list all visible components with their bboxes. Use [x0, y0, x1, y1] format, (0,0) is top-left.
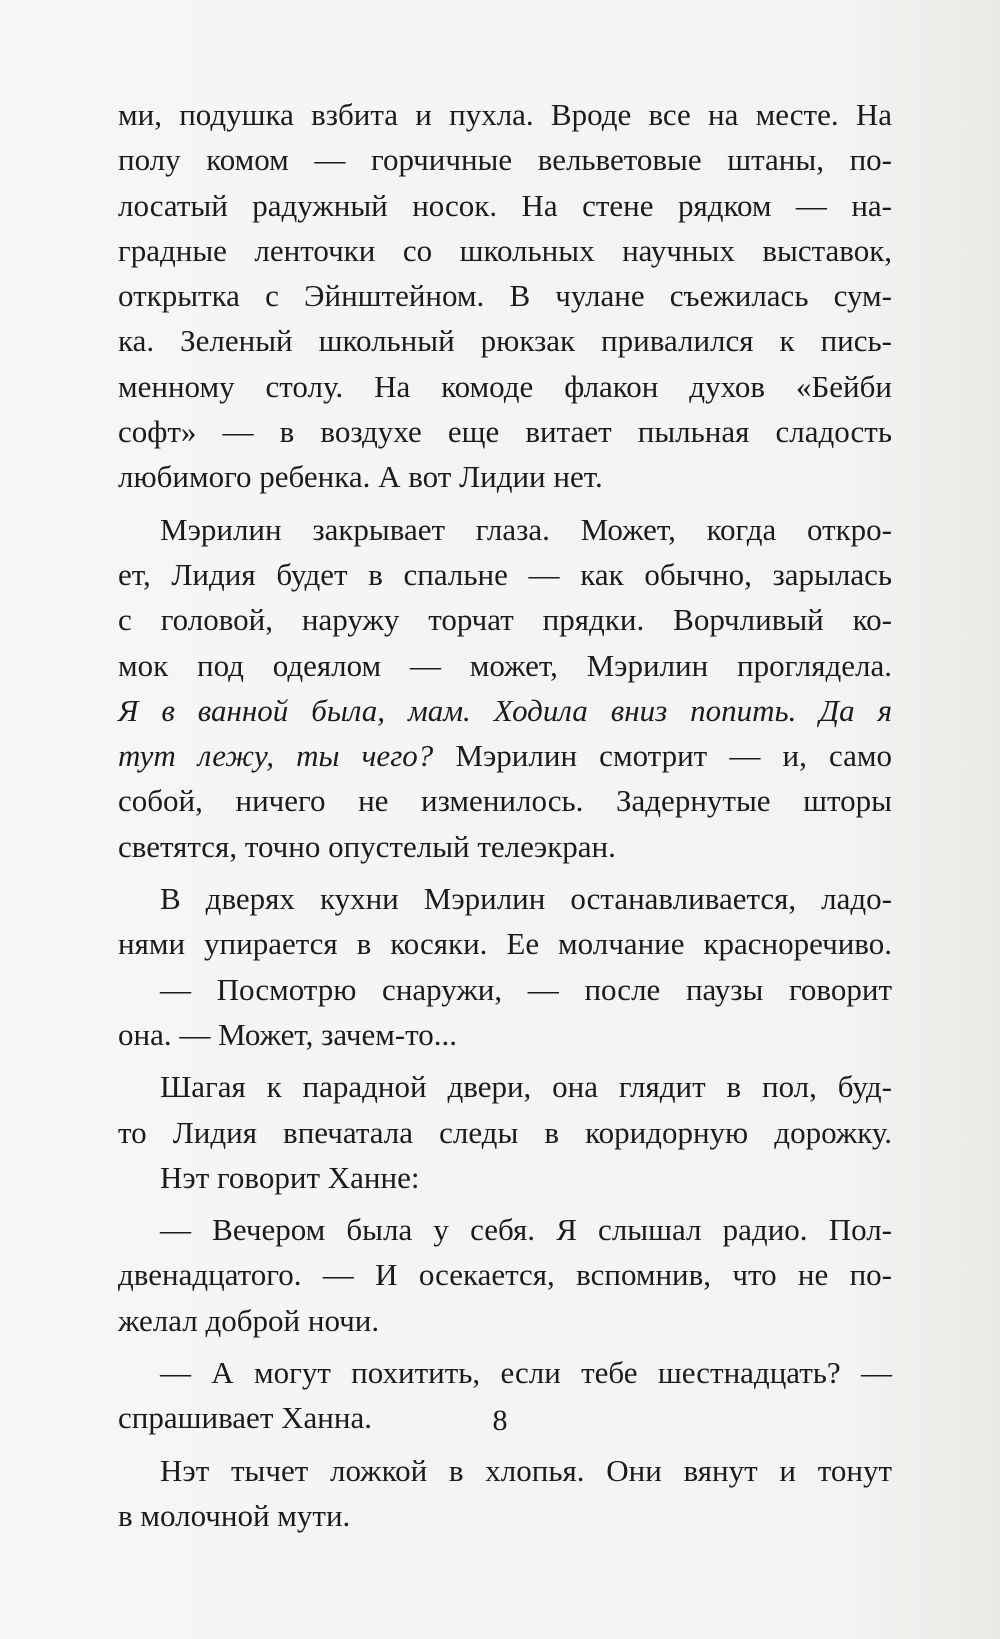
paragraph-gap	[118, 1343, 892, 1350]
text-line: ет, Лидия будет в спальне — как обычно, зарылась	[118, 556, 892, 592]
text-line: Мэрилин закрывает глаза. Может, когда откро-	[160, 511, 892, 547]
text-line: менному столу. На комоде флакон духов «Бейби	[118, 368, 892, 404]
page-number: 8	[492, 1404, 508, 1437]
paragraph-gap	[118, 500, 892, 507]
paragraph	[118, 92, 892, 500]
text-span: Мэрилин смотрит — и, само	[433, 738, 892, 774]
text-line: двенадцатого. — И осекается, вспомнив, что не по-	[118, 1257, 892, 1293]
text-line: ка. Зеленый школьный рюкзак привалился к пись-	[118, 323, 892, 359]
text-line-italic: Я в ванной была, мам. Ходила вниз попить. Да я	[118, 692, 892, 728]
text-line: спрашивает Ханна.	[118, 1400, 372, 1436]
text-line-mixed	[118, 733, 892, 778]
text-line: ми, подушка взбита и пухла. Вроде все на месте. На	[118, 97, 892, 132]
body-text	[118, 92, 892, 1538]
paragraph	[118, 1064, 892, 1200]
text-line: желал доброй ночи.	[118, 1302, 380, 1338]
text-line: нями упирается в косяки. Ее молчание красноречиво.	[118, 926, 892, 962]
paragraph	[118, 876, 892, 1057]
paragraph	[118, 1448, 892, 1539]
text-line: любимого ребенка. А вот Лидии нет.	[118, 459, 603, 495]
text-line: мок под одеялом — может, Мэрилин проглядела.	[118, 647, 892, 683]
text-line: В дверях кухни Мэрилин останавливается, ладо-	[160, 881, 892, 917]
text-line: — Вечером была у себя. Я слышал радио. Пол-	[160, 1212, 892, 1248]
paragraph	[118, 507, 892, 869]
text-line: лосатый радужный носок. На стене рядком — на-	[118, 187, 892, 223]
paragraph-gap	[118, 1200, 892, 1207]
italic-span: тут лежу, ты чего?	[118, 738, 434, 774]
paragraph-gap	[118, 869, 892, 876]
text-line: открытка с Эйнштейном. В чулане съежилась сум-	[118, 278, 892, 314]
text-line: — Посмотрю снаружи, — после паузы говорит	[160, 971, 892, 1007]
text-line: то Лидия впечатала следы в коридорную дорожку.	[118, 1114, 892, 1150]
paragraph-gap	[118, 1057, 892, 1064]
text-line: она. — Может, зачем-то...	[118, 1016, 458, 1052]
paragraph-gap	[118, 1441, 892, 1448]
paragraph	[118, 1207, 892, 1343]
text-line: полу комом — горчичные вельветовые штаны, по-	[118, 142, 892, 178]
text-line: Нэт говорит Ханне:	[160, 1159, 420, 1195]
text-line: собой, ничего не изменилось. Задернутые шторы	[118, 783, 892, 819]
text-line: Нэт тычет ложкой в хлопья. Они вянут и тонут	[160, 1452, 892, 1488]
text-line: с головой, наружу торчат прядки. Ворчливый ко-	[118, 602, 892, 638]
text-line: светятся, точно опустелый телеэкран.	[118, 828, 616, 864]
text-line: градные ленточки со школьных научных выставок,	[118, 232, 892, 268]
text-line: в молочной мути.	[118, 1497, 351, 1533]
text-line: софт» — в воздухе еще витает пыльная сладость	[118, 414, 892, 450]
text-line: Шагая к парадной двери, она глядит в пол, буд-	[160, 1069, 892, 1105]
text-line: — А могут похитить, если тебе шестнадцать? —	[160, 1355, 892, 1391]
